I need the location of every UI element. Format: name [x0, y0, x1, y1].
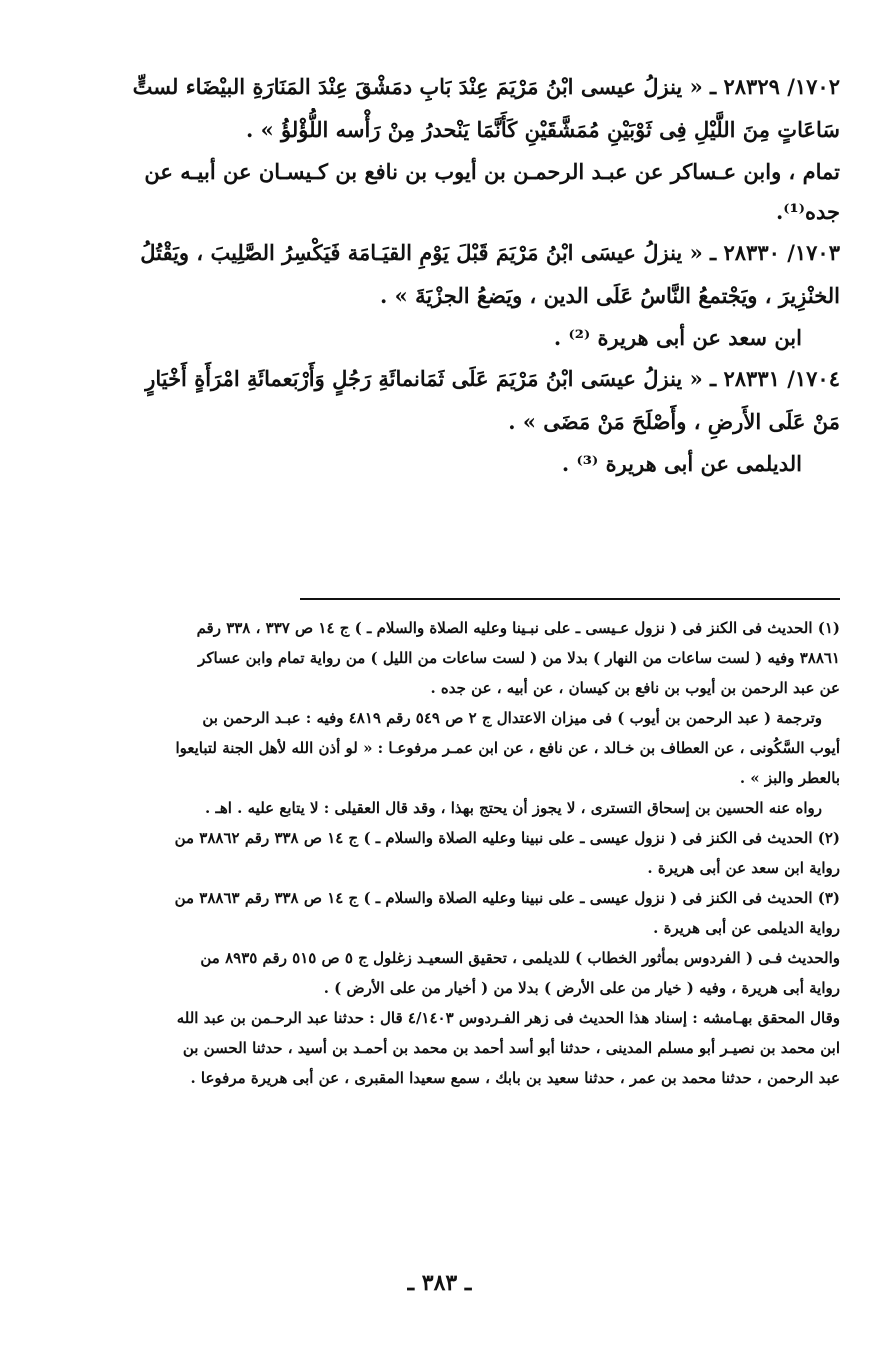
footnote-3-line-3: والحديث فـى ( الفردوس بمأثور الخطاب ) للديلمى ، تحقيق السعيـد زغلول ج ٥ ص ٥١٥ رقم ٨٩٣٥ من — [200, 949, 840, 967]
footnote-3-line-6: ابن محمد بن نصيـر أبو مسلم المدينى ، حدثنا أبو أسد أحمد بن محمد بن أحمـد بن أسيد ، حدثنا الحسن بن — [182, 1039, 840, 1057]
source-1704: الديلمى عن أبى هريرة ⁽³⁾ . — [561, 451, 802, 476]
footnote-1-line-1: (١) الحديث فى الكنز فى ( نزول عـيسى ـ على نبـينا وعليه الصلاة والسلام ـ ) ج ١٤ ص ٣٣٧ ، ٣٣٨ رقم — [196, 619, 840, 637]
footnote-1-line-2: ٣٨٨٦١ وفيه ( لست ساعات من النهار ) بدلا من ( لست ساعات من الليل ) من رواية تمام وابن عساكر — [198, 649, 840, 667]
hadith-1703-line-2: الخنْزِيرَ ، ويَجْتمعُ النَّاسُ عَلَى الدين ، ويَضعُ الجزْيَةَ » . — [380, 283, 840, 308]
footnote-divider — [300, 598, 840, 600]
footnote-2-line-1: (٢) الحديث فى الكنز فى ( نزول عيسى ـ على نبينا وعليه الصلاة والسلام ـ ) ج ١٤ ص ٣٣٨ رقم ٣٨٨٦٢ من — [174, 829, 840, 847]
page-number: ـ ٣٨٣ ـ — [407, 1270, 472, 1296]
footnote-1-line-4: وترجمة ( عبد الرحمن بن أيوب ) فى ميزان الاعتدال ج ٢ ص ٥٤٩ رقم ٤٨١٩ وفيه : عبـد الرحمن بن — [202, 709, 822, 727]
source-1702-line-1: تمام ، وابن عـساكر عن عبـد الرحمـن بن أيوب بن نافع بن كـيسـان عن أبيـه عن — [144, 159, 840, 184]
footnote-1-line-7: رواه عنه الحسين بن إسحاق التسترى ، لا يجوز أن يحتج بهذا ، وقد قال العقيلى : لا يتابع عليه . اهـ . — [205, 799, 822, 817]
hadith-1704-line-1: ١٧٠٤/ ٢٨٣٣١ ـ « ينزلُ عيسَى ابْنُ مَرْيَمَ عَلَى ثَمَانمائَةِ رَجُلٍ وَأَرْبَعمائَةِ امْرَأَةٍ أَخْيَارٍ — [145, 366, 840, 391]
footnote-3-line-1: (٣) الحديث فى الكنز فى ( نزول عيسى ـ على نبينا وعليه الصلاة والسلام ـ ) ج ١٤ ص ٣٣٨ رقم ٣٨٨٦٣ من — [174, 889, 840, 907]
footnotes — [68, 613, 840, 1093]
footnote-3-line-2: رواية الديلمى عن أبى هريرة . — [653, 919, 840, 937]
hadith-1703-line-1: ١٧٠٣/ ٢٨٣٣٠ ـ « ينزلُ عيسَى ابْنُ مَرْيَمَ قَبْلَ يَوْمِ القيَـامَة فَيَكْسِرُ الصَّلِيبَ ، ويَقْتُلُ — [140, 240, 840, 265]
hadith-1704-line-2: مَنْ عَلَى الأَرضِ ، وأَصْلَحَ مَنْ مَضَى » . — [508, 409, 840, 434]
main-text — [68, 66, 840, 484]
footnote-2-line-2: رواية ابن سعد عن أبى هريرة . — [647, 859, 840, 877]
footnote-1-line-3: عن عبد الرحمن بن أيوب بن نافع بن كيسان ، عن أبيه ، عن جده . — [430, 679, 840, 697]
footnote-1-line-6: بالعطر والبز » . — [739, 769, 840, 787]
footnote-1-line-5: أيوب السَّكُونى ، عن العطاف بن خـالد ، عن نافع ، عن ابن عمـر مرفوعـا : « لو أذن الله لأهل الجنة لتبايعوا — [175, 739, 840, 757]
hadith-1702-line-2: سَاعَاتٍ مِنَ اللَّيْلِ فِى ثَوْبَيْنِ مُمَشَّقَيْنِ كَأَنَّمَا يَنْحدرُ مِنْ رَأْسه اللُّؤْلؤُ » . — [245, 117, 840, 142]
source-1703: ابن سعد عن أبى هريرة ⁽²⁾ . — [553, 325, 802, 350]
footnote-3-line-5: وقال المحقق بهـامشه : إسناد هذا الحديث فى زهر الفـردوس ٤/١٤٠٣ قال : حدثنا عبد الرحـمن بن عبد الله — [176, 1009, 840, 1027]
hadith-1702-line-1: ١٧٠٢/ ٢٨٣٢٩ ـ « ينزلُ عيسى ابْنُ مَرْيَمَ عِنْدَ بَابِ دمَشْقَ عِنْدَ المَنَارَةِ البيْضَاء لستٍّ — [132, 74, 840, 99]
source-1702-line-2: جده⁽¹⁾. — [775, 199, 840, 224]
footnote-3-line-7: عبد الرحمن ، حدثنا محمد بن عمر ، حدثنا سعيد بن بابك ، سمع سعيدا المقبرى ، عن أبى هريرة مرفوعا . — [190, 1069, 840, 1087]
footnote-3-line-4: رواية أبى هريرة ، وفيه ( خيار من على الأرض ) بدلا من ( أخيار من على الأرض ) . — [323, 979, 840, 997]
